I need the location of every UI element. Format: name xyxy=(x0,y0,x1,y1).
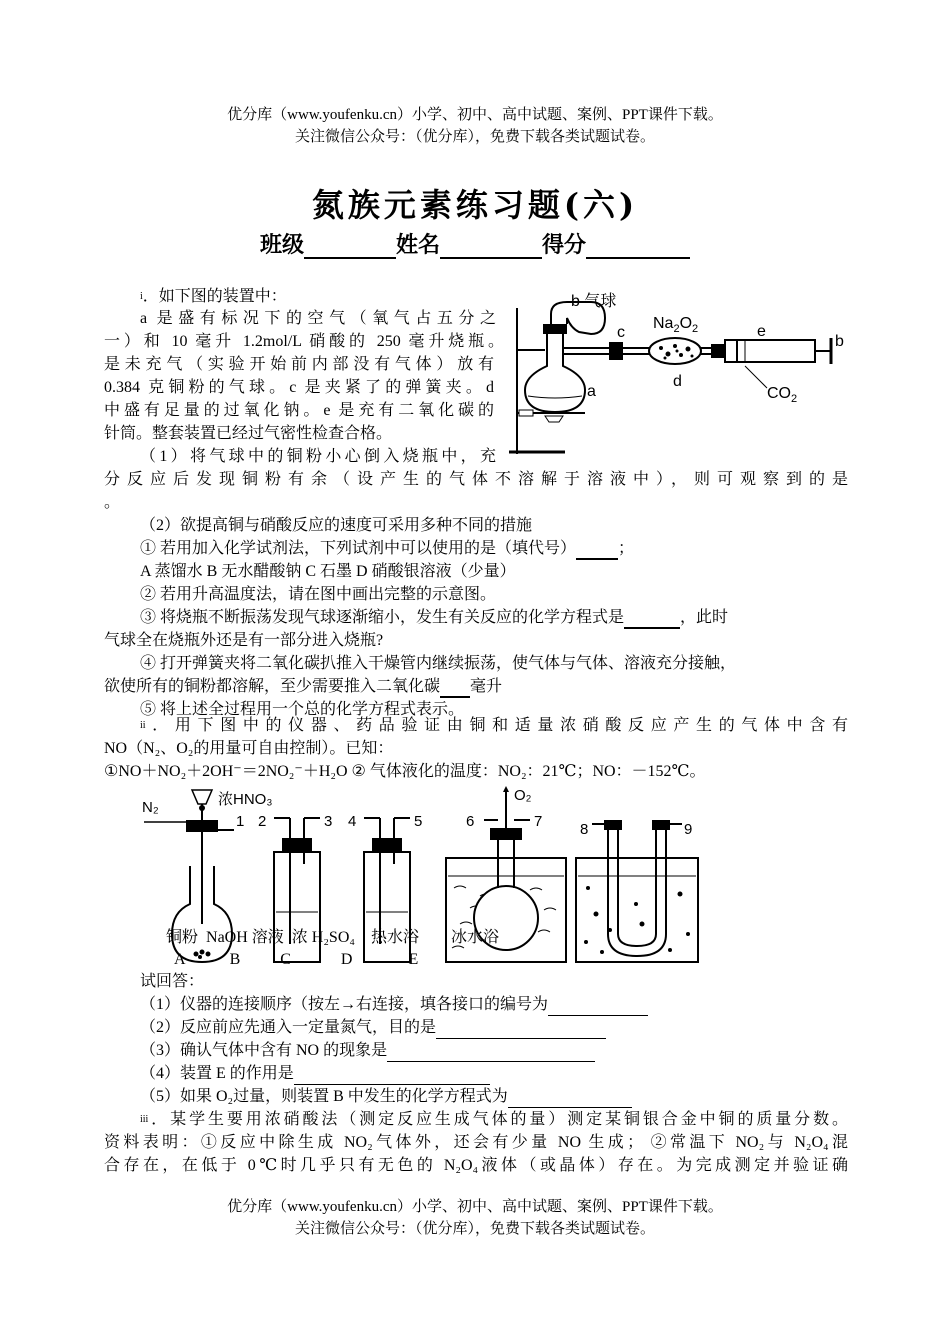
label-o2: O₂ xyxy=(514,787,532,804)
answer-blank xyxy=(387,1045,595,1062)
answer-blank xyxy=(576,542,618,560)
q2-number: ii xyxy=(140,720,146,731)
label-flask-a: a xyxy=(587,383,596,400)
q1-sub2-5: ⑤ 将上述全过程用一个总的化学方程式表示。 xyxy=(140,701,465,718)
svg-text:4: 4 xyxy=(348,813,357,830)
q1-desc-line-5: 中盛有足量的过氧化钠。e 是充有二氧化碳的 xyxy=(104,402,494,419)
score-blank xyxy=(586,235,690,259)
q2-line-3: ①NO＋NO₂＋2OH⁻＝2NO₂⁻＋H₂O ② 气体液化的温度：NO₂：21℃；NO：－152℃。 xyxy=(104,763,706,780)
score-label: 得分 xyxy=(542,233,587,258)
q2-line-2: NO（N₂、O₂的用量可自由控制）。已知： xyxy=(104,740,394,757)
label-syringe-e: e xyxy=(757,323,766,340)
label-clamp-c: c xyxy=(617,324,625,341)
svg-text:1: 1 xyxy=(236,813,245,830)
q2-line-1: $^{ii}$．用下图中的仪器、药品验证由铜和适量浓硝酸反应产生的气体中含有 xyxy=(140,717,848,734)
svg-text:6: 6 xyxy=(466,813,475,830)
q1-desc-line-2: 一）和 10 毫升 1.2mol/L 硝酸的 250 毫升烧瓶。 xyxy=(104,333,504,350)
answer-blank xyxy=(440,680,470,698)
q2-sub3: （3）确认气体中含有 NO 的现象是 xyxy=(140,1040,884,1062)
svg-text:7: 7 xyxy=(534,813,543,830)
answer-blank xyxy=(508,1091,632,1108)
apparatus-letters: A B C D E xyxy=(174,951,419,968)
q1-intro: $^i$．如下图的装置中： xyxy=(140,288,287,305)
q3-line-2: 资料表明：①反应中除生成 NO₂气体外，还会有少量 NO 生成； ②常温下 NO₂与 N₂O₄混 xyxy=(104,1134,848,1151)
student-info-line xyxy=(0,228,950,259)
q1-sub1-line-3: 。 xyxy=(104,494,121,511)
answer-blank xyxy=(548,999,648,1016)
q1-desc-line-1: a 是盛有标况下的空气（氧气占五分之 xyxy=(140,310,496,327)
q1-sub2-1: ① 若用加入化学试剂法，下列试剂中可以使用的是（填代号） ； xyxy=(140,538,884,560)
footer-line-1: 优分库（www.youfenku.cn）小学、初中、高中试题、案例、PPT课件下载。 xyxy=(227,1199,723,1215)
svg-text:5: 5 xyxy=(414,813,423,830)
answer-blank xyxy=(624,611,680,629)
q2-sub1: （1）仪器的连接顺序（按左→右连接，填各接口的编号为 xyxy=(140,994,884,1016)
q1-desc-line-6: 针筒。整套装置已经过气密性检查合格。 xyxy=(104,425,393,442)
dropping-funnel xyxy=(192,790,212,804)
header-line-2: 关注微信公众号：（优分库），免费下载各类试题试卷。 xyxy=(294,129,655,145)
q1-sub1-line-1: （1）将气球中的铜粉小心倒入烧瓶中，充 xyxy=(140,448,496,465)
q3-number: iii xyxy=(140,1114,149,1125)
q3-line-3: 合存在，在低于 0℃时几乎只有无色的 N₂O₄液体（或晶体）存在。为完成测定并验证确 xyxy=(104,1157,848,1174)
q1-sub2-4-line-2: 欲使所有的铜粉都溶解，至少需要推入二氧化碳 毫升 xyxy=(104,676,848,698)
q1-sub2-3: ③ 将烧瓶不断振荡发现气球逐渐缩小，发生有关反应的化学方程式是 ，此时 xyxy=(140,607,884,629)
q2-sub2: （2）反应前应先通入一定量氮气，目的是 xyxy=(140,1017,884,1039)
label-balloon-b: b 气球 xyxy=(571,293,617,310)
syringe-e xyxy=(725,340,815,362)
q1-sub2-4: ④ 打开弹簧夹将二氧化碳扒推入干燥管内继续振荡，使气体与气体、溶液充分接触， xyxy=(140,655,737,672)
q2-sub5: （5）如果 O₂过量，则装置 B 中发生的化学方程式为 xyxy=(140,1086,884,1108)
q3-line-1: $^{iii}$．某学生要用浓硝酸法（测定反应生成气体的量）测定某铜银合金中铜的质量分数。 xyxy=(140,1111,848,1128)
q2-ask: 试回答： xyxy=(140,973,205,990)
flask-a xyxy=(525,330,585,412)
answer-blank xyxy=(436,1022,606,1039)
flask-stopper xyxy=(543,324,567,334)
class-label: 班级 xyxy=(259,233,304,258)
svg-text:9: 9 xyxy=(684,821,693,838)
q2-sub4: （4）装置 E 的作用是 xyxy=(140,1063,884,1085)
apparatus-labels: 铜粉 NaOH 溶液 浓 H₂SO₄ 热水浴 冰水浴 xyxy=(166,929,499,946)
footer-line-2: 关注微信公众号：（优分库），免费下载各类试题试卷。 xyxy=(294,1221,655,1237)
drying-tube-d xyxy=(649,338,701,364)
q1-desc-line-3: 是未充气（实验开始前内部没有气体）放有 xyxy=(104,356,494,373)
spring-clamp-c xyxy=(609,342,623,360)
q1-desc-line-4: 0.384 克铜粉的气球。c 是夹紧了的弹簧夹。d xyxy=(104,379,494,396)
q1-sub2-3-line-2: 气球全在烧瓶外还是有一部分进入烧瓶? xyxy=(104,632,384,649)
svg-text:3: 3 xyxy=(324,813,333,830)
q1-sub2-2: ② 若用升高温度法，请在图中画出完整的示意图。 xyxy=(140,586,497,603)
q1-sub1-line-2: 分反应后发现铜粉有余（设产生的气体不溶解于溶液中），则可观察到的是 xyxy=(104,471,848,488)
label-hno3: 浓HNO₃ xyxy=(218,791,273,808)
class-blank xyxy=(304,235,396,259)
label-side-b: b xyxy=(835,333,844,350)
name-label: 姓名 xyxy=(395,233,440,258)
answer-blank xyxy=(294,1068,490,1085)
label-drying-tube-d: d xyxy=(673,373,682,390)
name-blank xyxy=(440,235,542,259)
q1-apparatus-figure xyxy=(505,288,850,458)
label-co2: $CO_2$ xyxy=(767,385,798,405)
page-title: 氮族元素练习题(六) xyxy=(311,186,639,224)
header-line-1: 优分库（www.youfenku.cn）小学、初中、高中试题、案例、PPT课件下载。 xyxy=(227,107,723,123)
q1-sub2-options: A 蒸馏水 B 无水醋酸钠 C 石墨 D 硝酸银溶液（少量） xyxy=(140,563,516,580)
svg-text:8: 8 xyxy=(580,821,589,838)
q1-sub2: （2）欲提高铜与硝酸反应的速度可采用多种不同的措施 xyxy=(140,517,533,534)
label-na2o2: $Na_2O_2$ xyxy=(653,315,699,335)
label-n2: N₂ xyxy=(142,799,159,816)
svg-text:2: 2 xyxy=(258,813,267,830)
q1-number: i xyxy=(140,291,143,302)
